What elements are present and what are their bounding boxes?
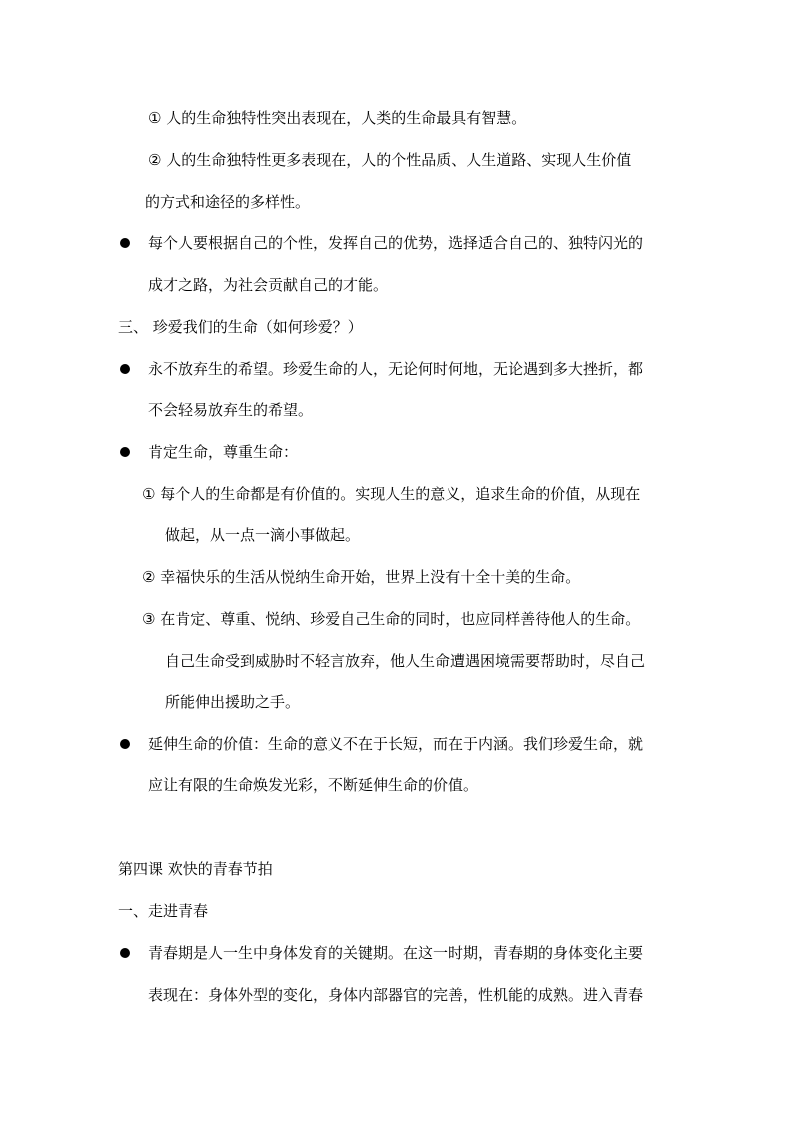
text-line: ① 每个人的生命都是有价值的。实现人生的意义，追求生命的价值，从现在 xyxy=(142,485,641,503)
text-line: 的方式和途径的多样性。 xyxy=(145,193,311,211)
text-line: 表现在：身体外型的变化，身体内部器官的完善，性机能的成熟。进入青春 xyxy=(148,986,644,1004)
text-line: ③ 在肯定、尊重、悦纳、珍爱自己生命的同时，也应同样善待他人的生命。 xyxy=(142,610,641,628)
text-line: 应让有限的生命焕发光彩，不断延伸生命的价值。 xyxy=(148,776,479,794)
text-line: 成才之路，为社会贡献自己的才能。 xyxy=(148,276,389,294)
text-line: 不会轻易放弃生的希望。 xyxy=(148,401,314,419)
bullet-icon xyxy=(120,364,130,374)
text-line: 自己生命受到威胁时不轻言放弃，他人生命遭遇困境需要帮助时，尽自己 xyxy=(165,652,646,670)
text-line: 每个人要根据自己的个性，发挥自己的优势，选择适合自己的、独特闪光的 xyxy=(148,234,644,252)
text-line: 永不放弃生的希望。珍爱生命的人，无论何时何地，无论遇到多大挫折，都 xyxy=(148,360,644,378)
text-line: 所能伸出援助之手。 xyxy=(165,693,301,711)
bullet-icon xyxy=(120,238,130,248)
text-line: ② 人的生命独特性更多表现在，人的个性品质、人生道路、实现人生价值 xyxy=(148,151,632,169)
text-line: ② 幸福快乐的生活从悦纳生命开始，世界上没有十全十美的生命。 xyxy=(142,568,581,586)
bullet-icon xyxy=(120,948,130,958)
bullet-icon xyxy=(120,739,130,749)
text-line: 做起，从一点一滴小事做起。 xyxy=(165,526,361,544)
text-line: 青春期是人一生中身体发育的关键期。在这一时期，青春期的身体变化主要 xyxy=(148,944,644,962)
text-line: 延伸生命的价值：生命的意义不在于长短，而在于内涵。我们珍爱生命，就 xyxy=(148,735,644,753)
lesson-title: 第四课 欢快的青春节拍 xyxy=(118,860,273,878)
section-heading: 一、走进青春 xyxy=(118,902,209,920)
text-line: ① 人的生命独特性突出表现在，人类的生命最具有智慧。 xyxy=(148,109,527,127)
text-line: 肯定生命，尊重生命： xyxy=(148,443,299,461)
section-heading: 三、 珍爱我们的生命（如何珍爱？） xyxy=(118,318,363,336)
bullet-icon xyxy=(120,447,130,457)
